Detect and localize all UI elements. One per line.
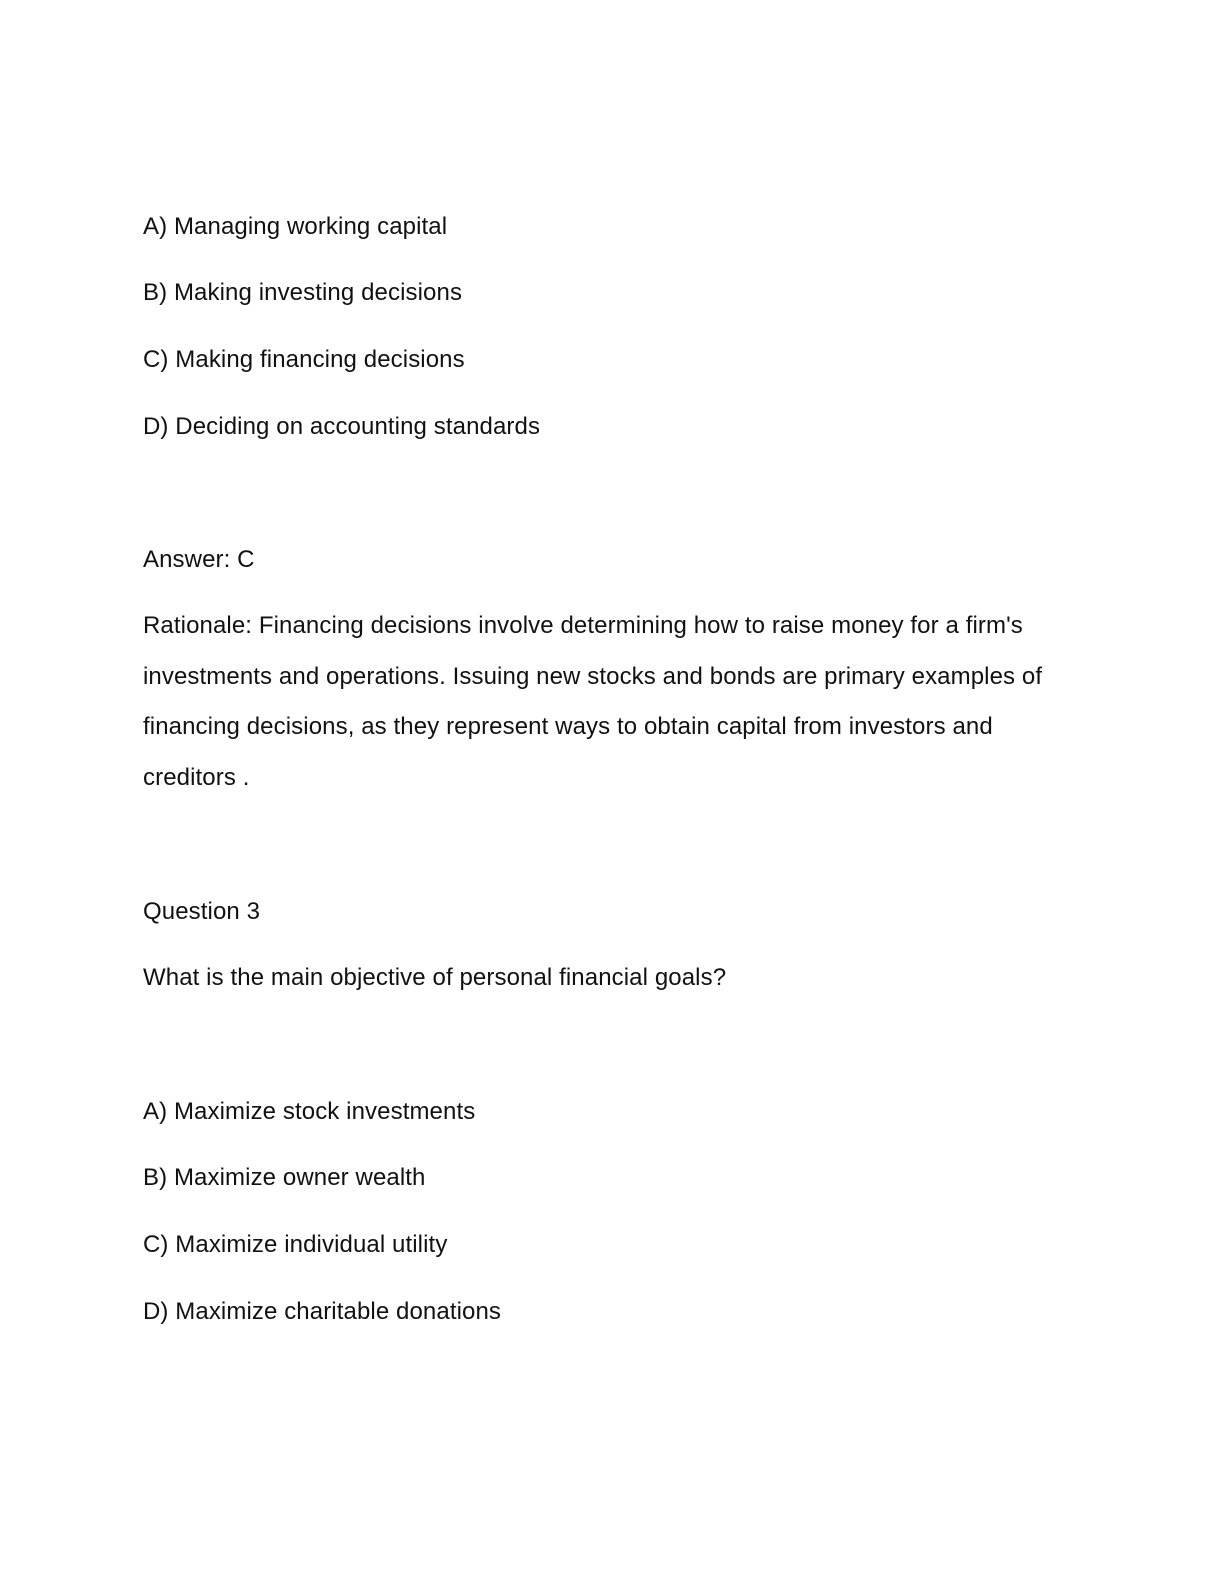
q2-answer: Answer: C xyxy=(143,546,255,573)
q2-option-a: A) Managing working capital xyxy=(143,213,448,240)
q3-option-b: B) Maximize owner wealth xyxy=(143,1164,426,1191)
q3-option-a: A) Maximize stock investments xyxy=(143,1098,476,1125)
q2-option-c: C) Making financing decisions xyxy=(143,346,465,373)
q3-prompt: What is the main objective of personal financial goals? xyxy=(143,964,727,991)
q3-option-d: D) Maximize charitable donations xyxy=(143,1298,502,1325)
q3-option-c: C) Maximize individual utility xyxy=(143,1231,448,1258)
q2-rationale: Rationale: Financing decisions involve determining how to raise money for a firm's investments and operations. Issuing new stocks and bonds are primary examples of financing decisions, as they represent ways to obtain capital from investors and creditors . xyxy=(143,612,1043,791)
q2-option-b: B) Making investing decisions xyxy=(143,279,463,306)
q3-heading: Question 3 xyxy=(143,898,261,925)
q2-option-d: D) Deciding on accounting standards xyxy=(143,413,541,440)
